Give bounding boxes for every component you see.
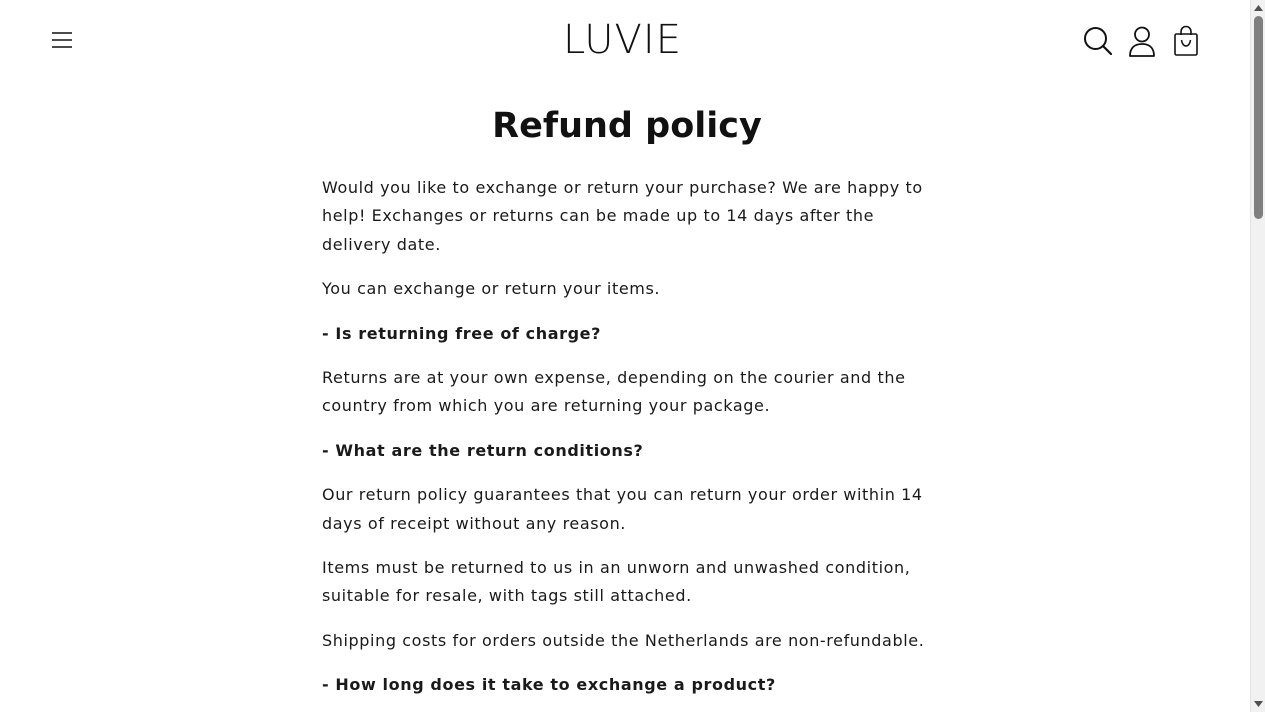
header-icons (1082, 22, 1202, 60)
scroll-down-button[interactable] (1251, 697, 1265, 711)
page-title: Refund policy (492, 106, 762, 146)
account-button[interactable] (1126, 22, 1158, 60)
arrow-up-icon (1254, 5, 1263, 11)
main-content (322, 100, 932, 712)
site-header (0, 0, 1250, 82)
policy-body (322, 174, 932, 700)
policy-question: - How long does it take to exchange a product? (322, 675, 776, 695)
account-icon (1128, 25, 1156, 57)
page-scrollbar[interactable] (1250, 0, 1265, 712)
policy-paragraph: Our return policy guarantees that you can return your order within 14 days of receipt without any reason. (322, 485, 923, 533)
arrow-down-icon (1254, 701, 1263, 707)
brand-logo[interactable]: LUVIE (562, 17, 682, 63)
policy-question: - What are the return conditions? (322, 440, 644, 460)
policy-paragraph: Would you like to exchange or return your purchase? We are happy to help! Exchanges or returns can be made up to 14 days after the delivery date. (322, 178, 923, 254)
policy-paragraph: You can exchange or return your items. (322, 279, 661, 299)
search-icon (1083, 26, 1113, 56)
scroll-up-button[interactable] (1251, 1, 1265, 15)
cart-button[interactable] (1170, 22, 1202, 60)
policy-paragraph: Items must be returned to us in an unworn and unwashed condition, suitable for resale, with tags still attached. (322, 558, 911, 606)
scrollbar-thumb[interactable] (1254, 16, 1263, 219)
policy-paragraph: Shipping costs for orders outside the Netherlands are non-refundable. (322, 630, 925, 650)
cart-icon (1173, 25, 1199, 57)
policy-question: - Is returning free of charge? (322, 323, 602, 343)
search-button[interactable] (1082, 22, 1114, 60)
policy-paragraph: Returns are at your own expense, depending on the courier and the country from which you are returning your package. (322, 368, 906, 416)
